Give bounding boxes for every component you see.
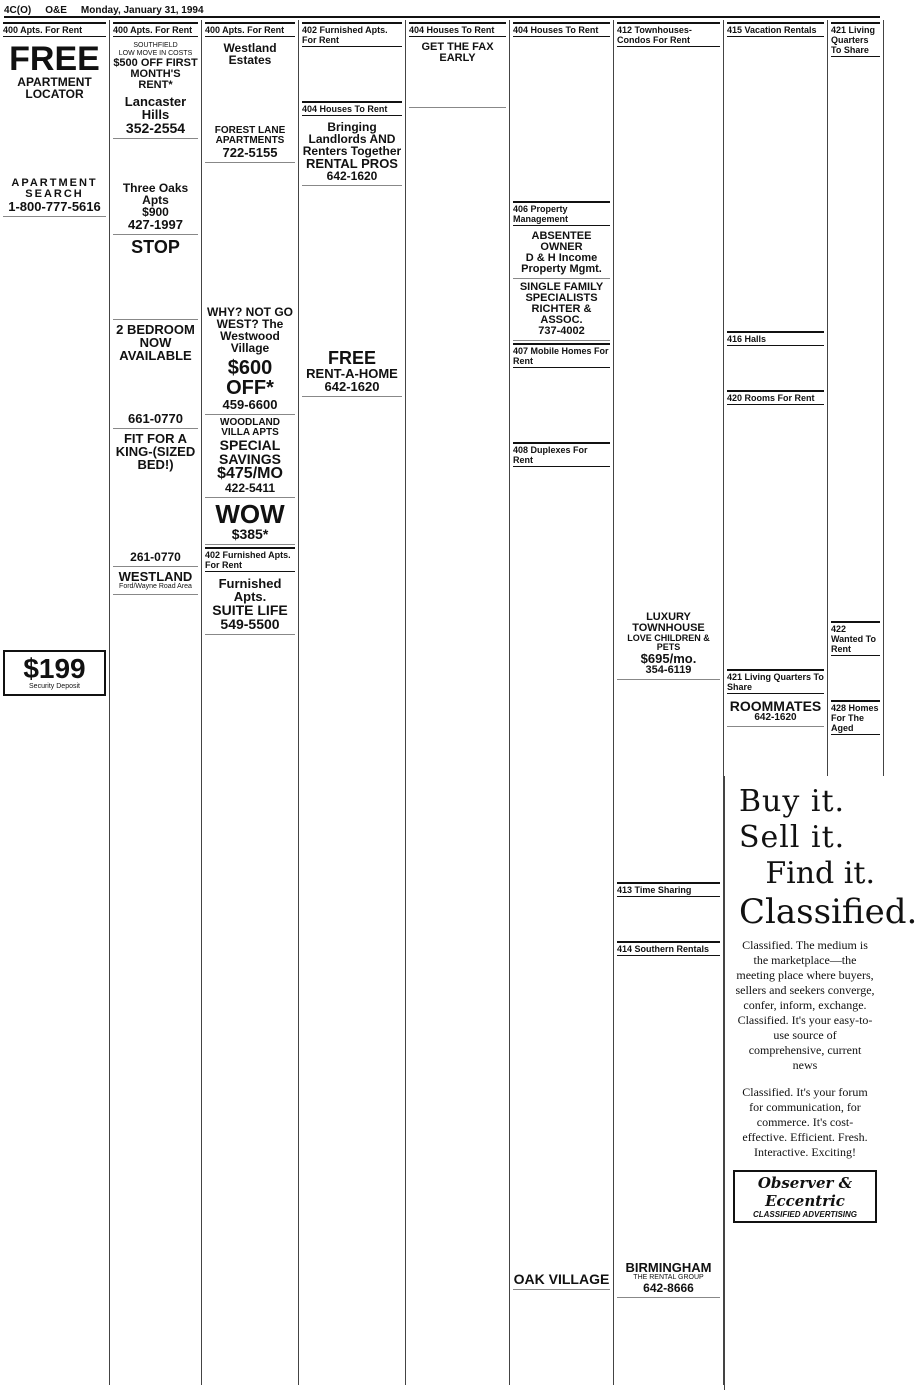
column-3: [202, 20, 299, 1385]
ad-phone: 427-1997: [128, 217, 183, 232]
forest-lane-ad: [205, 39, 295, 163]
ad-name: LUXURY TOWNHOUSE: [632, 611, 705, 634]
absentee-owner-ad: [513, 228, 610, 279]
free-locator-ad: [3, 39, 106, 217]
ad-phone: 642-1620: [754, 712, 797, 723]
section-heading: 416 Halls: [727, 331, 824, 346]
sunnymede-ad: $199 Security Deposit: [3, 650, 106, 696]
listings-text: [617, 49, 720, 609]
ad-offer: $500 OFF FIRST MONTH'S RENT*: [113, 57, 198, 91]
section-heading: 404 Houses To Rent: [302, 101, 402, 116]
free-headline: FREE: [9, 40, 100, 78]
ad-phone: 642-1620: [326, 169, 378, 183]
search-tag: APARTMENT SEARCH: [11, 177, 98, 200]
ad-name: FIT FOR A KING-(SIZED BED!): [115, 431, 196, 472]
listings-text: [113, 139, 198, 179]
stop-ad: [113, 235, 198, 320]
section-heading: 404 Houses To Rent: [513, 22, 610, 37]
section-heading: 408 Duplexes For Rent: [513, 442, 610, 467]
newspaper-name: O&E: [45, 5, 67, 16]
listings-text: [3, 217, 106, 647]
ad-name: Three Oaks Apts: [122, 181, 189, 207]
section-heading: 421 Living Quarters To Share: [831, 22, 880, 57]
fax-ad: [409, 39, 506, 108]
ad-name: FREE: [327, 348, 376, 368]
listings-text: [513, 39, 610, 199]
listings-text: [3, 699, 106, 1169]
ad-name: ROOMMATES: [729, 698, 822, 714]
listings-text: [302, 49, 402, 99]
locator-title: APARTMENT LOCATOR: [17, 75, 92, 101]
ad-name: 2 BEDROOM NOW AVAILABLE: [116, 322, 195, 363]
ad-phone: 352-2554: [125, 120, 186, 136]
westwood-ad: [205, 303, 295, 415]
ad-sub: Ford/Wayne Road Area: [119, 583, 192, 590]
locator-list: [3, 104, 106, 174]
listings-text: [727, 407, 824, 667]
fit-for-king-ad: [113, 429, 198, 567]
wow-ad: [205, 498, 295, 545]
promo-find: Find it.: [765, 856, 875, 891]
lancaster-hills-ad: [113, 39, 198, 139]
ad-phone: 642-1620: [324, 379, 380, 394]
section-heading: 400 Apts. For Rent: [113, 22, 198, 37]
ad-city: SOUTHFIELD: [133, 42, 178, 49]
ad-line: RENT-A-HOME: [306, 366, 398, 381]
ad-name: SINGLE FAMILY SPECIALISTS: [519, 281, 604, 304]
ad-name: FOREST LANE APARTMENTS: [214, 125, 286, 146]
section-heading: 420 Rooms For Rent: [727, 390, 824, 405]
suite-life-ad: [205, 574, 295, 635]
section-heading: 407 Mobile Homes For Rent: [513, 343, 610, 368]
listings-text: [205, 635, 295, 1155]
column-4: [299, 20, 406, 1385]
dh-name: D & H Income Property Mgmt.: [521, 252, 602, 275]
ad-name: Furnished Apts.: [218, 576, 282, 604]
section-heading: 414 Southern Rentals: [617, 941, 720, 956]
promo-classified: Classified.: [739, 892, 917, 932]
ad-name: WOW: [215, 499, 285, 529]
ad-price: $900: [142, 205, 169, 219]
rental-pros-ad: [302, 118, 402, 186]
column-1: [0, 20, 110, 1385]
column-6: [510, 20, 614, 1385]
section-heading: 402 Furnished Apts. For Rent: [205, 547, 295, 572]
ad-title: Westland Estates: [223, 41, 277, 67]
ad-phone: 459-6600: [222, 397, 278, 412]
listings-text: [302, 186, 402, 346]
observer-eccentric-logo: [733, 1170, 877, 1223]
roommates-ad: [727, 696, 824, 727]
ad-line: LOW MOVE IN COSTS: [118, 50, 193, 57]
woodland-villa-ad: [205, 415, 295, 498]
ad-name: BIRMINGHAM: [625, 1260, 712, 1275]
ad-price: $695/mo.: [640, 651, 697, 666]
ad-name: WESTLAND: [118, 569, 193, 584]
ad-phone: 642-8666: [643, 1281, 694, 1295]
ad-line: LOVE CHILDREN & PETS: [627, 633, 710, 652]
ad-name: GET THE FAX EARLY: [421, 41, 494, 64]
two-bedroom-ad: [113, 320, 198, 429]
logo-text: Observer & Eccentric: [757, 1174, 853, 1210]
section-heading: 406 Property Management: [513, 201, 610, 226]
classified-promo: [724, 776, 917, 1390]
ad-price: $385*: [231, 526, 269, 542]
ad-price: $475/MO: [217, 465, 283, 482]
oak-village-ad: [513, 1269, 610, 1290]
column-7: [614, 20, 724, 1385]
ad-sub: THE RENTAL GROUP: [633, 1274, 704, 1281]
westland-ad: [113, 567, 198, 595]
section-heading: 400 Apts. For Rent: [3, 22, 106, 37]
birmingham-ad: [617, 1258, 720, 1298]
section-heading: 400 Apts. For Rent: [205, 22, 295, 37]
listings-text: [302, 397, 402, 1277]
page-number: 4C(O): [4, 5, 32, 16]
ad-phone: 261-0770: [130, 550, 181, 564]
ad-name: Lancaster Hills: [124, 94, 187, 122]
issue-date: Monday, January 31, 1994: [80, 5, 204, 16]
ad-phone: 661-0770: [128, 411, 183, 426]
section-heading: 402 Furnished Apts. For Rent: [302, 22, 402, 47]
logo-sub: CLASSIFIED ADVERTISING: [752, 1210, 857, 1219]
ad-tagline: Bringing Landlords AND Renters Together: [302, 120, 402, 158]
richter-ad: [513, 279, 610, 341]
column-5: [406, 20, 510, 1385]
section-heading: 421 Living Quarters To Share: [727, 669, 824, 694]
listings-text: [205, 163, 295, 303]
page-header: [4, 2, 880, 18]
section-heading: 404 Houses To Rent: [409, 22, 506, 37]
ad-phone: 422-5411: [224, 481, 276, 495]
ad-phone: 722-5155: [222, 145, 278, 160]
listings-text: [409, 108, 506, 1288]
section-heading: 413 Time Sharing: [617, 882, 720, 897]
luxury-townhouse-ad: [617, 609, 720, 680]
column-2: [110, 20, 202, 1385]
listings-text: [727, 39, 824, 329]
ad-price: $600 OFF*: [226, 357, 274, 399]
ad-name: OAK VILLAGE: [513, 1271, 610, 1287]
listings-text: [513, 469, 610, 1269]
promo-body-2: Classified. It's your forum for communication, for commerce. It's cost-effective. Efficient. Fresh. Interactive. Exciting!: [742, 1085, 868, 1159]
section-heading: 422 Wanted To Rent: [831, 621, 880, 656]
ad-name: WOODLAND VILLA APTS: [220, 417, 280, 438]
rent-a-home-ad: [302, 346, 402, 397]
ad-special: SPECIAL SAVINGS: [219, 437, 281, 467]
promo-buy-sell: Buy it. Sell it.: [739, 784, 846, 855]
ad-question: WHY? NOT GO WEST? The Westwood Village: [207, 305, 293, 355]
ad-phone: 549-5500: [220, 616, 280, 632]
section-heading: 428 Homes For The Aged: [831, 700, 880, 735]
listings-text: [617, 958, 720, 1258]
promo-body: Classified. The medium is the marketplace—the meeting place where buyers, sellers and seekers converge, confer, inform, exchange. Classified. It's your easy-to-use source of comprehensive, current news: [735, 938, 875, 1072]
ad-phone: 737-4002: [538, 325, 585, 337]
section-heading: 415 Vacation Rentals: [727, 22, 824, 37]
listings-text: [113, 595, 198, 1155]
ad-phone: 354-6119: [645, 664, 692, 676]
section-heading: 412 Townhouses-Condos For Rent: [617, 22, 720, 47]
ad-company: RICHTER & ASSOC.: [531, 303, 592, 326]
ad-sub: SUITE LIFE: [212, 602, 288, 618]
locator-phone: 1-800-777-5616: [8, 199, 101, 214]
listings-text: [831, 59, 880, 619]
three-oaks-ad: [113, 179, 198, 235]
ad-name: ABSENTEE OWNER: [531, 230, 592, 253]
ad-name: STOP: [131, 237, 180, 257]
listings-text: [617, 680, 720, 880]
ad-name: RENTAL PROS: [306, 156, 398, 171]
